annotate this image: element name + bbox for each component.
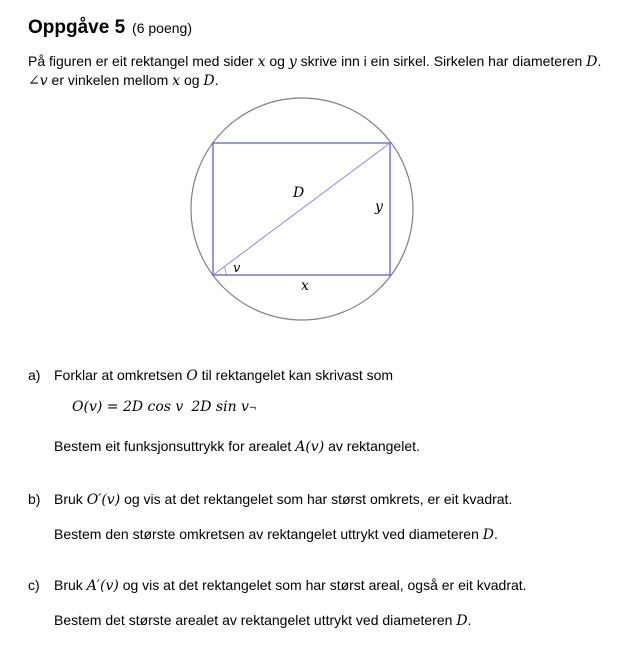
question-c-line1	[54, 577, 527, 594]
question-a-line2	[54, 438, 420, 455]
question-a-label: a)	[28, 367, 41, 383]
var-D: D	[586, 54, 598, 70]
label-v: v	[233, 261, 241, 276]
question-c-line2	[54, 612, 471, 629]
var-y: y	[288, 54, 297, 70]
formula-left: O(v) = 2D cos v	[72, 399, 184, 415]
question-text-part: og vis at det rektangelet som har størst areal, også er eit kvadrat.	[122, 577, 527, 593]
question-text-part: Bruk	[54, 577, 83, 593]
question-text-part: og vis at det rektangelet som har størst omkrets, er eit kvadrat.	[124, 491, 513, 507]
diagonal-D	[213, 143, 390, 275]
question-a-line1	[54, 367, 393, 384]
label-D: D	[293, 185, 305, 201]
label-x: x	[301, 278, 309, 294]
question-text-part: .	[494, 526, 498, 542]
intro-text-part: er vinkelen mellom	[51, 72, 169, 88]
question-text-part: Bestem den største omkretsen av rektangelet uttrykt ved diameteren	[54, 526, 479, 542]
intro-text-part: .	[597, 53, 602, 69]
formula-right: 2D sin v	[191, 399, 249, 415]
question-b-line1	[54, 491, 512, 508]
angle-v: ∠v	[28, 73, 48, 89]
question-b-label: b)	[28, 491, 41, 507]
task-points: (6 poeng)	[132, 20, 192, 36]
var-O: O	[186, 368, 198, 384]
question-text-part: .	[467, 612, 472, 628]
var-A: A(v)	[295, 439, 325, 455]
formula-perimeter	[72, 399, 257, 415]
var-D: D	[482, 527, 494, 543]
label-y: y	[375, 199, 383, 215]
var-A-prime: A′(v)	[86, 578, 119, 594]
question-text-part: til rektangelet kan skrivast som	[201, 367, 394, 383]
intro-text-part: .	[214, 72, 219, 88]
intro-text-part: skrive inn i ein sirkel. Sirkelen har diameteren	[300, 53, 583, 69]
angle-arc	[224, 267, 226, 275]
question-text-part: Bestem det største arealet av rektangelet uttrykt ved diameteren	[54, 612, 453, 628]
var-O-prime: O′(v)	[86, 492, 121, 508]
question-text-part: Bestem eit funksjonsuttrykk for arealet	[54, 438, 292, 454]
question-text-part: av rektangelet.	[328, 438, 420, 454]
question-text-part: Forklar at omkretsen	[54, 367, 183, 383]
question-c-label: c)	[28, 577, 40, 593]
intro-text-part: På figuren er eit rektangel med sider	[28, 53, 254, 69]
var-D: D	[203, 73, 215, 89]
intro-text-part: og	[183, 72, 200, 88]
formula-tail: ¬	[248, 404, 257, 414]
var-x: x	[257, 54, 266, 70]
intro-text-part: og	[269, 53, 285, 69]
question-b-line2	[54, 526, 498, 543]
task-heading: Oppgåve 5	[28, 17, 126, 38]
question-text-part: Bruk	[54, 491, 83, 507]
var-D: D	[456, 613, 468, 629]
var-x: x	[172, 73, 181, 89]
